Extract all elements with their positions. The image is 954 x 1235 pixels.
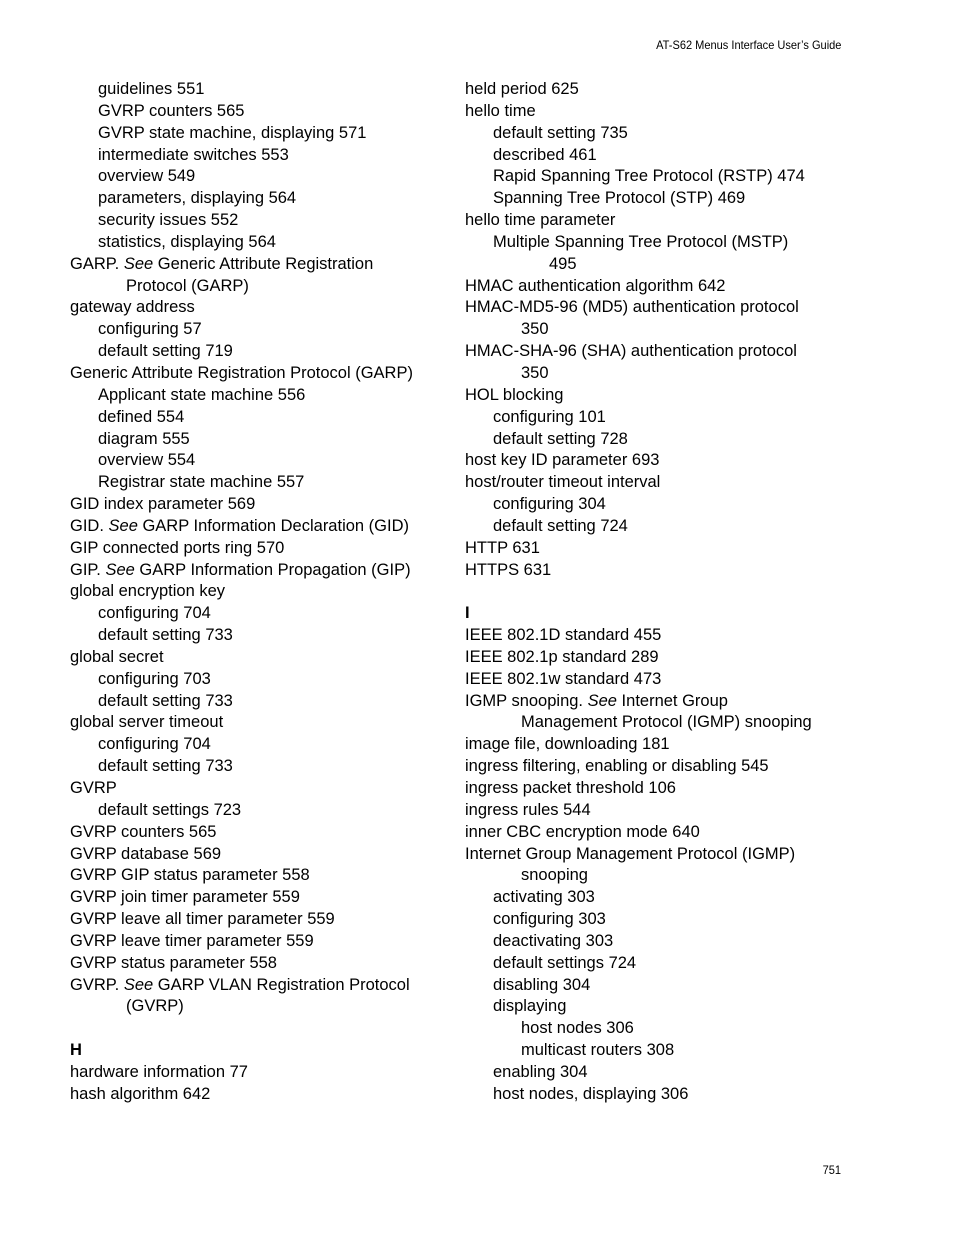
entry-text: deactivating 303: [493, 931, 614, 950]
index-entry: [465, 734, 845, 756]
entry-text: ingress rules 544: [465, 800, 591, 819]
index-entry: [465, 844, 845, 866]
index-entry: [70, 975, 450, 997]
index-entry: [465, 669, 845, 691]
index-section-heading: [465, 603, 845, 625]
index-entry: [70, 887, 450, 909]
spacer: [465, 581, 845, 603]
index-entry: [70, 909, 450, 931]
entry-text: hardware information 77: [70, 1062, 248, 1081]
entry-text: described 461: [493, 145, 597, 164]
entry-text: gateway address: [70, 298, 195, 317]
entry-text: ingress packet threshold 106: [465, 779, 676, 797]
index-entry: [70, 297, 450, 319]
entry-text: GVRP leave timer parameter 559: [70, 931, 314, 950]
entry-text: GVRP join timer parameter 559: [70, 888, 300, 907]
index-entry: [465, 625, 845, 647]
entry-text: disabling 304: [493, 975, 591, 994]
index-entry: [465, 691, 845, 713]
index-entry: [70, 1084, 450, 1106]
entry-text: ingress filtering, enabling or disabling 545: [465, 757, 769, 776]
entry-text: parameters, displaying 564: [98, 189, 297, 208]
entry-text: configuring 303: [493, 910, 606, 929]
index-entry: [465, 232, 845, 254]
entry-text: displaying: [493, 997, 567, 1016]
entry-text: Management Protocol (IGMP) snooping: [521, 713, 812, 732]
entry-text: default setting 733: [98, 691, 233, 710]
entry-text: configuring 101: [493, 407, 606, 426]
index-entry: [465, 538, 845, 560]
index-entry: [465, 494, 845, 516]
see-reference: See: [108, 516, 138, 535]
index-entry: [465, 865, 845, 887]
entry-text: H: [70, 1041, 82, 1060]
index-entry: [465, 800, 845, 822]
entry-text: HMAC authentication algorithm 642: [465, 276, 726, 295]
entry-text: GVRP status parameter 558: [70, 953, 277, 972]
entry-text: HTTPS 631: [465, 560, 552, 579]
index-entry: [465, 188, 845, 210]
index-entry: [70, 407, 450, 429]
entry-text: hello time parameter: [465, 211, 616, 230]
index-entry: [70, 691, 450, 713]
entry-text: GARP Information Declaration (GID): [137, 516, 409, 535]
entry-text: snooping: [521, 866, 588, 885]
entry-text: configuring 57: [98, 320, 202, 339]
index-entry: [70, 145, 450, 167]
entry-text: Rapid Spanning Tree Protocol (RSTP) 474: [493, 167, 805, 186]
entry-prefix: IGMP snooping.: [465, 691, 588, 710]
index-entry: [465, 1084, 845, 1106]
entry-text: guidelines 551: [98, 80, 205, 98]
entry-text: default setting 733: [98, 626, 233, 645]
index-entry: [465, 909, 845, 931]
index-entry: [465, 363, 845, 385]
entry-text: Multiple Spanning Tree Protocol (MSTP): [493, 232, 789, 251]
entry-text: IEEE 802.1p standard 289: [465, 647, 659, 666]
entry-text: security issues 552: [98, 211, 239, 230]
index-entry: [70, 79, 450, 101]
entry-prefix: GID.: [70, 516, 109, 535]
entry-text: default setting 719: [98, 342, 233, 361]
index-entry: [70, 188, 450, 210]
index-entry: [465, 79, 845, 101]
index-entry: [70, 385, 450, 407]
index-entry: [70, 450, 450, 472]
index-entry: [465, 1018, 845, 1040]
entry-text: configuring 704: [98, 604, 211, 623]
entry-text: host/router timeout interval: [465, 473, 661, 492]
index-entry: [465, 1040, 845, 1062]
entry-text: Spanning Tree Protocol (STP) 469: [493, 189, 746, 208]
index-entry: [70, 516, 450, 538]
index-entry: [465, 319, 845, 341]
entry-text: multicast routers 308: [521, 1041, 675, 1060]
index-entry: [70, 363, 450, 385]
entry-text: default setting 724: [493, 516, 628, 535]
entry-text: global secret: [70, 647, 164, 666]
entry-text: HMAC-SHA-96 (SHA) authentication protocol: [465, 342, 797, 361]
entry-text: default settings 724: [493, 953, 637, 972]
index-entry: [465, 756, 845, 778]
index-entry: [70, 166, 450, 188]
index-entry: [465, 254, 845, 276]
entry-text: Registrar state machine 557: [98, 473, 305, 492]
entry-text: default setting 735: [493, 123, 628, 142]
index-entry: [465, 887, 845, 909]
entry-text: GVRP: [70, 779, 117, 797]
index-entry: [465, 975, 845, 997]
entry-text: HOL blocking: [465, 385, 564, 404]
index-entry: [465, 450, 845, 472]
index-entry: [70, 669, 450, 691]
index-entry: [70, 429, 450, 451]
index-entry: [70, 822, 450, 844]
index-entry: [465, 276, 845, 298]
entry-text: activating 303: [493, 888, 595, 907]
entry-text: host nodes, displaying 306: [493, 1084, 689, 1103]
entry-text: Applicant state machine 556: [98, 385, 306, 404]
index-column-left: [70, 79, 450, 1106]
entry-text: configuring 704: [98, 735, 211, 754]
entry-text: hello time: [465, 101, 536, 120]
entry-text: GVRP database 569: [70, 844, 222, 863]
entry-text: held period 625: [465, 80, 579, 98]
index-entry: [70, 560, 450, 582]
index-entry: [465, 1062, 845, 1084]
index-entry: [70, 931, 450, 953]
index-entry: [465, 931, 845, 953]
entry-text: Protocol (GARP): [126, 276, 249, 295]
entry-text: diagram 555: [98, 429, 190, 448]
index-entry: [70, 232, 450, 254]
index-entry: [465, 145, 845, 167]
entry-text: hash algorithm 642: [70, 1084, 211, 1103]
entry-text: 350: [521, 320, 549, 339]
entry-text: host key ID parameter 693: [465, 451, 660, 470]
entry-text: IEEE 802.1w standard 473: [465, 669, 662, 688]
entry-text: configuring 703: [98, 669, 211, 688]
index-entry: [70, 603, 450, 625]
entry-text: 495: [549, 254, 577, 273]
entry-text: intermediate switches 553: [98, 145, 289, 164]
entry-text: inner CBC encryption mode 640: [465, 822, 700, 841]
entry-text: GVRP GIP status parameter 558: [70, 866, 310, 885]
entry-text: defined 554: [98, 407, 185, 426]
running-header: AT-S62 Menus Interface User’s Guide: [655, 38, 841, 52]
index-section-heading: [70, 1040, 450, 1062]
index-entry: [465, 516, 845, 538]
entry-text: HTTP 631: [465, 538, 540, 557]
index-entry: [465, 166, 845, 188]
index-entry: [465, 778, 845, 800]
index-entry: [70, 996, 450, 1018]
see-reference: See: [105, 560, 135, 579]
index-entry: [465, 101, 845, 123]
index-entry: [70, 123, 450, 145]
see-reference: See: [123, 254, 154, 273]
entry-text: Internet Group: [616, 691, 728, 710]
index-entry: [465, 385, 845, 407]
entry-text: GARP Information Propagation (GIP): [134, 560, 411, 579]
entry-text: default setting 733: [98, 757, 233, 776]
index-entry: [70, 953, 450, 975]
index-entry: [70, 647, 450, 669]
spacer: [70, 1018, 450, 1040]
index-entry: [70, 319, 450, 341]
index-entry: [70, 276, 450, 298]
index-entry: [465, 123, 845, 145]
index-entry: [465, 560, 845, 582]
entry-text: GARP VLAN Registration Protocol: [153, 975, 410, 994]
index-column-right: [465, 79, 845, 1106]
entry-prefix: GARP.: [70, 254, 124, 273]
index-entry: [70, 472, 450, 494]
entry-text: I: [465, 604, 470, 623]
index-entry: [70, 581, 450, 603]
index-entry: [70, 254, 450, 276]
index-entry: [465, 822, 845, 844]
index-entry: [465, 647, 845, 669]
entry-text: Generic Attribute Registration: [153, 254, 374, 273]
index-entry: [465, 297, 845, 319]
entry-text: GVRP counters 565: [70, 822, 217, 841]
entry-text: global encryption key: [70, 582, 226, 601]
entry-text: GID index parameter 569: [70, 495, 256, 514]
index-entry: [70, 844, 450, 866]
entry-text: IEEE 802.1D standard 455: [465, 626, 662, 645]
index-entry: [465, 996, 845, 1018]
entry-text: (GVRP): [126, 997, 184, 1016]
entry-text: enabling 304: [493, 1062, 588, 1081]
index-entry: [465, 472, 845, 494]
entry-text: GVRP counters 565: [98, 101, 245, 120]
entry-text: host nodes 306: [521, 1019, 634, 1038]
index-entry: [465, 429, 845, 451]
index-entry: [70, 734, 450, 756]
entry-text: GIP connected ports ring 570: [70, 538, 285, 557]
index-entry: [70, 756, 450, 778]
index-entry: [70, 800, 450, 822]
entry-text: global server timeout: [70, 713, 224, 732]
entry-text: Internet Group Management Protocol (IGMP): [465, 844, 796, 863]
entry-prefix: GIP.: [70, 560, 106, 579]
index-entry: [70, 1062, 450, 1084]
index-entry: [70, 101, 450, 123]
entry-text: image file, downloading 181: [465, 735, 670, 754]
entry-text: Generic Attribute Registration Protocol (GARP): [70, 363, 413, 382]
index-entry: [70, 865, 450, 887]
entry-text: GVRP state machine, displaying 571: [98, 123, 367, 142]
index-entry: [70, 712, 450, 734]
page-number: 751: [822, 1163, 841, 1177]
index-entry: [465, 210, 845, 232]
index-entry: [465, 712, 845, 734]
index-entry: [70, 778, 450, 800]
see-reference: See: [587, 691, 617, 710]
index-entry: [70, 210, 450, 232]
entry-text: statistics, displaying 564: [98, 232, 276, 251]
index-entry: [465, 953, 845, 975]
index-entry: [70, 625, 450, 647]
entry-text: GVRP leave all timer parameter 559: [70, 910, 335, 929]
entry-text: HMAC-MD5-96 (MD5) authentication protocol: [465, 298, 799, 317]
index-entry: [465, 341, 845, 363]
entry-text: default setting 728: [493, 429, 628, 448]
entry-text: default settings 723: [98, 800, 242, 819]
entry-text: 350: [521, 363, 549, 382]
index-entry: [70, 538, 450, 560]
entry-text: overview 549: [98, 167, 196, 186]
see-reference: See: [123, 975, 154, 994]
entry-text: configuring 304: [493, 495, 606, 514]
index-entry: [70, 341, 450, 363]
index-entry: [465, 407, 845, 429]
entry-prefix: GVRP.: [70, 975, 124, 994]
index-entry: [70, 494, 450, 516]
entry-text: overview 554: [98, 451, 196, 470]
